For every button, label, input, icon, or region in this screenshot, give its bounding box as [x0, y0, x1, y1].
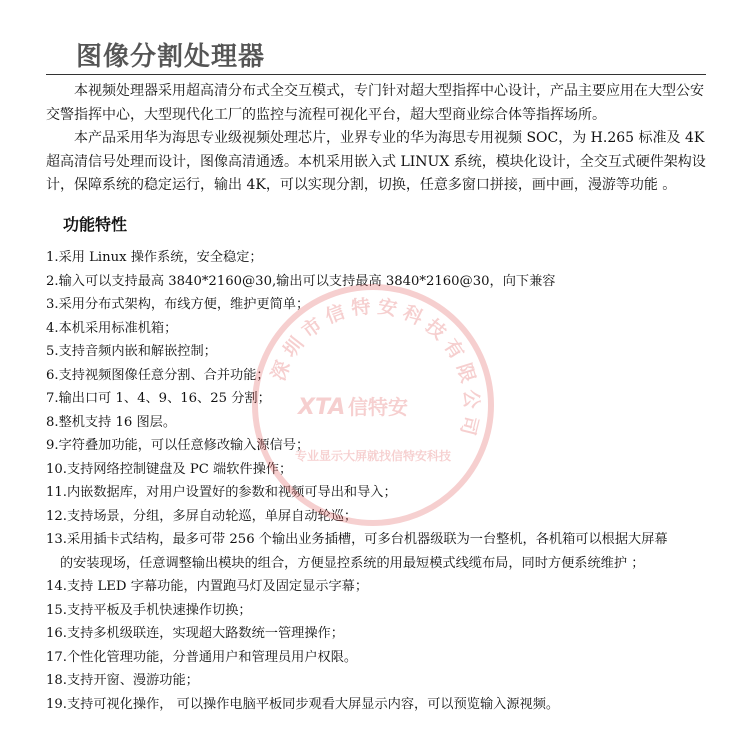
seal-logo-text: 信特安: [348, 395, 408, 419]
feature-item-7: 7.输出口可 1、4、9、16、25 分割；: [46, 391, 271, 406]
feature-item-13-line-1: 13.采用插卡式结构，最多可带 256 个输出业务插槽，可多台机器级联为一台整机，各机箱可以根据大屏幕: [46, 532, 668, 547]
feature-item-8: 8.整机支持 16 图层。: [46, 414, 177, 430]
feature-item-18: 18.支持开窗、漫游功能；: [46, 673, 199, 688]
features-list: [46, 246, 711, 716]
seal-bottom-text: 专业显示大屏就找信特安科技: [294, 449, 452, 463]
seal-ring-text: 深圳市信特安科技有限公司: [267, 295, 483, 444]
feature-item-5: 5.支持音频内嵌和解嵌控制；: [46, 344, 217, 359]
feature-item-12: 12.支持场景，分组，多屏自动轮巡，单屏自动轮巡；: [46, 508, 358, 524]
feature-item-4: 4.本机采用标准机箱；: [46, 320, 178, 336]
features-heading: 功能特性: [63, 215, 128, 234]
intro-paragraph-2: 本产品采用华为海思专业级视频处理芯片，业界专业的华为海思专用视频 SOC，为 H.265 标准及 4K 超高清信号处理而设计，图像高清通透。本机采用嵌入式 LINUX 系统，模块化设计，全交互式硬件架构设计，保障系统的稳定运行，输出 4K，可以实现分割，切换，任意多窗口拼接，画中画，漫游等功能 。: [46, 130, 706, 193]
feature-item-10: 10.支持网络控制键盘及 PC 端软件操作；: [46, 461, 293, 477]
feature-item-11: 11.内嵌数据库，对用户设置好的参数和视频可导出和导入；: [46, 485, 397, 500]
feature-item-16: 16.支持多机级联连，实现超大路数统一管理操作；: [46, 626, 344, 641]
title-divider: [46, 74, 706, 75]
feature-item-17: 17.个性化管理功能，分普通用户和管理员用户权限。: [46, 649, 358, 665]
feature-item-3: 3.采用分布式架构，布线方便，维护更简单；: [46, 297, 310, 312]
feature-item-1: 1.采用 Linux 操作系统，安全稳定；: [46, 250, 263, 265]
feature-item-13-line-2: 的安装现场，任意调整输出模块的组合，方便显控系统的用最短模式线缆布局，同时方便系统维护 ；: [60, 555, 645, 571]
seal-logo-mark: XTA: [298, 395, 346, 420]
feature-item-19: 19.支持可视化操作， 可以操作电脑平板同步观看大屏显示内容，可以预览输入源视频。: [46, 696, 560, 712]
feature-item-6: 6.支持视频图像任意分割、合并功能；: [46, 367, 270, 383]
feature-item-14: 14.支持 LED 字幕功能，内置跑马灯及固定显示字幕；: [46, 579, 369, 594]
feature-item-15: 15.支持平板及手机快速操作切换；: [46, 602, 252, 618]
feature-item-9: 9.字符叠加功能，可以任意修改输入源信号；: [46, 438, 310, 453]
intro-section: [46, 80, 708, 198]
feature-item-2: 2.输入可以支持最高 3840*2160@30,输出可以支持最高 3840*2160@30，向下兼容: [46, 273, 556, 289]
intro-paragraph-1: 本视频处理器采用超高清分布式全交互模式，专门针对超大型指挥中心设计，产品主要应用在大型公安交警指挥中心，大型现代化工厂的监控与流程可视化平台，超大型商业综合体等指挥场所。: [46, 83, 704, 123]
page-title: 图像分割处理器: [76, 42, 266, 72]
